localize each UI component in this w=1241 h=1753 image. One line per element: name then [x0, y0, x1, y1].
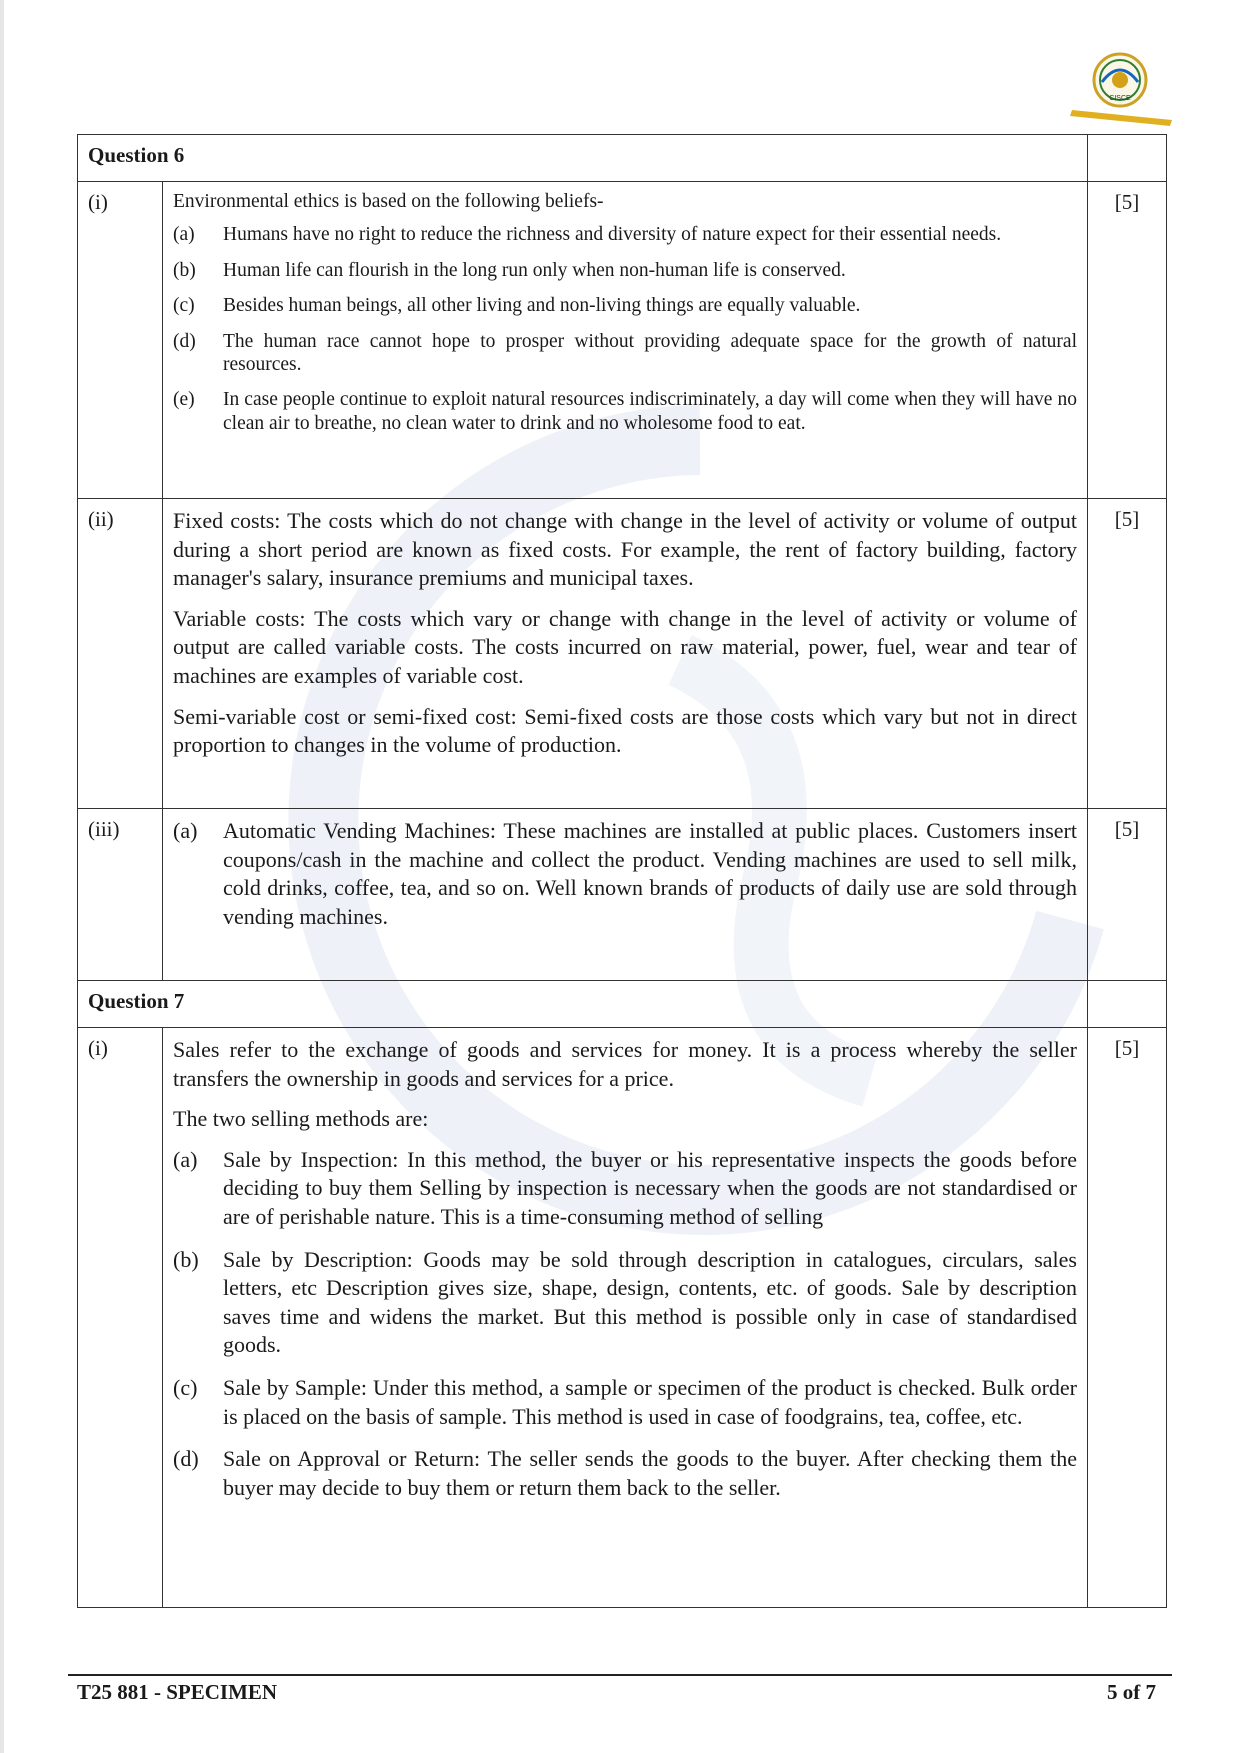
list-item	[173, 817, 1077, 931]
list-item	[173, 1445, 1077, 1502]
item-label: (b)	[173, 259, 196, 281]
item-text: Sale on Approval or Return: The seller sends the goods to the buyer. After checking them the buyer may decide to buy them or return them back to the seller.	[223, 1446, 1077, 1500]
question-6-title: Question 6	[78, 135, 1088, 182]
variable-costs-paragraph: Variable costs: The costs which vary or change with change in the level of activity or volume of output are called variable costs. The costs incurred on raw material, power, fuel, wear and tear of machines are examples of variable cost.	[173, 605, 1077, 688]
q6-i-row	[78, 182, 1167, 499]
q6-iii-row	[78, 809, 1167, 981]
fixed-costs-paragraph: Fixed costs: The costs which do not change with change in the level of activity or volume of output during a short period are known as fixed costs. For example, the rent of factory building, factory manager's salary, insurance premiums and municipal taxes.	[173, 508, 1077, 591]
q7-i-marks: [5]	[1088, 1028, 1167, 1608]
footer-divider	[68, 1674, 1172, 1676]
item-text: Sale by Description: Goods may be sold through description in catalogues, circulars, sales letters, etc Description gives size, shape, design, contents, etc. of goods. Sale by description saves time and widens the market. But this method is possible only in case of standardised goods.	[223, 1246, 1077, 1358]
list-item	[173, 1246, 1077, 1360]
semi-variable-costs-paragraph: Semi-variable cost or semi-fixed cost: Semi-fixed costs are those costs which vary but not in direct proportion to changes in the volume of production.	[173, 703, 1077, 758]
item-label: (b)	[173, 1246, 199, 1272]
list-item	[173, 1374, 1077, 1431]
q6-ii-number: (ii)	[78, 499, 163, 809]
question-7-title: Question 7	[78, 981, 1088, 1028]
item-text: Human life can flourish in the long run only when non-human life is conserved.	[223, 259, 846, 281]
list-item	[173, 294, 1077, 317]
q6-iii-content	[163, 809, 1088, 981]
list-item	[173, 330, 1077, 377]
paper-code: T25 881 - SPECIMEN	[77, 1680, 278, 1704]
item-text: Sale by Inspection: In this method, the buyer or his representative inspects the goods before deciding to buy them Selling by inspection is necessary when the goods are not standardised or are of perishable nature. This is a time-consuming method of selling	[223, 1146, 1077, 1229]
q6-iii-number: (iii)	[78, 809, 163, 981]
item-label: (c)	[173, 295, 195, 317]
q6-i-number: (i)	[78, 182, 163, 499]
item-text: Besides human beings, all other living and non-living things are equally valuable.	[223, 295, 861, 317]
item-text: Automatic Vending Machines: These machines are installed at public places. Customers insert coupons/cash in the machine and collect the product. Vending machines are used to sell milk, cold drinks, coffee, tea, and so on. Well known brands of products of daily use are sold through vending machines.	[223, 818, 1077, 929]
q6-i-intro: Environmental ethics is based on the following beliefs-	[173, 191, 604, 212]
selling-methods-intro: The two selling methods are:	[173, 1106, 429, 1132]
q6-i-content	[163, 182, 1088, 499]
item-label: (a)	[173, 818, 198, 843]
question-7-header-row	[78, 981, 1167, 1028]
q7-i-number: (i)	[78, 1028, 163, 1608]
marks-spacer	[1088, 135, 1167, 182]
item-text: The human race cannot hope to prosper without providing adequate space for the growth of natural resources.	[223, 330, 1077, 375]
item-label: (d)	[173, 330, 196, 352]
logo-text: CISCE	[1109, 95, 1131, 102]
q6-ii-row	[78, 499, 1167, 809]
q7-i-content	[163, 1028, 1088, 1608]
item-text: Humans have no right to reduce the richness and diversity of nature expect for their essential needs.	[223, 224, 1002, 246]
q6-ii-marks: [5]	[1088, 499, 1167, 809]
scan-edge	[0, 0, 4, 1753]
sales-definition-paragraph: Sales refer to the exchange of goods and services for money. It is a process whereby the seller transfers the ownership in goods and services for a price.	[173, 1037, 1077, 1091]
item-text: In case people continue to exploit natural resources indiscriminately, a day will come when they will have no clean air to breathe, no clean water to drink and no wholesome food to eat.	[223, 389, 1077, 434]
item-label: (d)	[173, 1446, 199, 1472]
marks-spacer	[1088, 981, 1167, 1028]
question-6-header-row	[78, 135, 1167, 182]
list-item	[173, 223, 1077, 246]
list-item	[173, 1146, 1077, 1232]
list-item	[173, 259, 1077, 282]
item-label: (a)	[173, 1146, 198, 1172]
item-label: (e)	[173, 389, 195, 411]
page-number: 5 of 7	[1107, 1680, 1156, 1704]
list-item	[173, 388, 1077, 435]
q6-i-marks: [5]	[1088, 182, 1167, 499]
q6-iii-marks: [5]	[1088, 809, 1167, 981]
item-text: Sale by Sample: Under this method, a sample or specimen of the product is checked. Bulk order is placed on the basis of sample. This method is used in case of foodgrains, tea, coffee, etc.	[223, 1374, 1077, 1429]
answer-table	[77, 134, 1167, 1608]
item-label: (a)	[173, 224, 195, 246]
item-label: (c)	[173, 1374, 198, 1400]
cisce-emblem-icon	[1062, 50, 1182, 128]
q7-i-row	[78, 1028, 1167, 1608]
q6-ii-content	[163, 499, 1088, 809]
